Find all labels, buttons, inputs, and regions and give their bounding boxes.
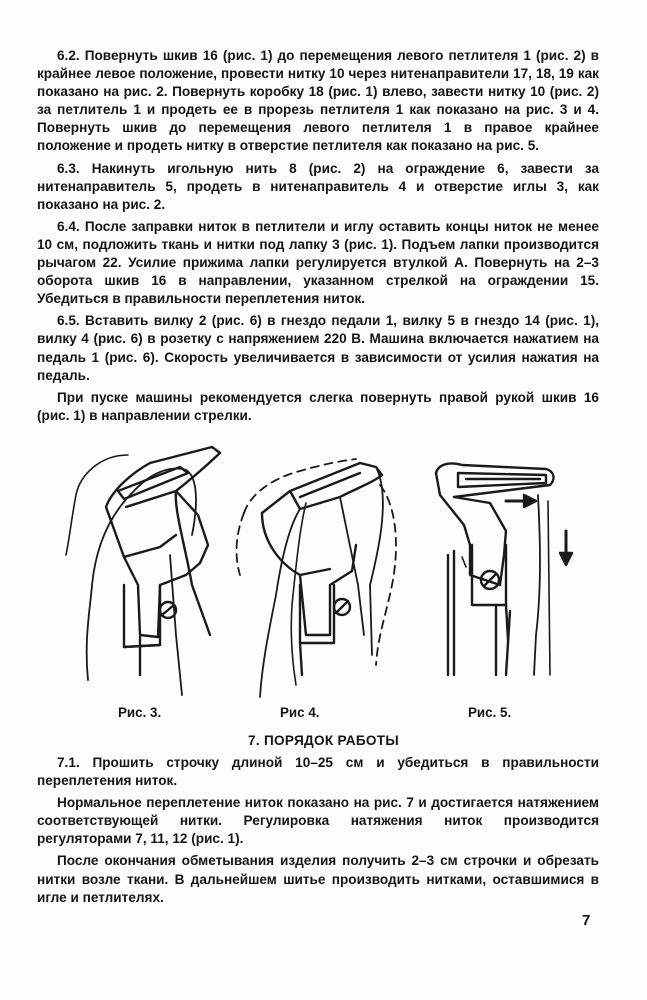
figure-4-caption: Рис 4. [280, 705, 320, 720]
figure-3-caption: Рис. 3. [118, 705, 162, 720]
figure-5-drawing [436, 463, 572, 675]
section-heading: 7. ПОРЯДОК РАБОТЫ [247, 733, 400, 748]
paragraph-startup-note: При пуске машины рекомендуется слегка повернуть правой рукой шкив 16 (рис. 1) в направлении стрелки. [37, 389, 599, 423]
looper-illustrations [0, 435, 647, 735]
figures-row [0, 435, 647, 735]
paragraph-thread-tension: Нормальное переплетение ниток показано на рис. 7 и достигается натяжением соответствующей нитки. Регулировка натяжения ниток производится регуляторами 7, 11, 12 (рис. 1). [37, 795, 599, 847]
paragraph-6-4: 6.4. После заправки ниток в петлители и иглу оставить концы ниток не менее 10 см, подложить ткань и нитки под лапку 3 (рис. 1). Подъем лапки производится рычагом 22. Усилие прижима лапки регулируется втулкой А. Повернуть на 2–3 оборота шкив 16 в направлении, указанном стрелкой на ограждении 15. Убедиться в правильности переплетения ниток. [37, 218, 599, 307]
figure-3-drawing [66, 447, 220, 695]
paragraph-finishing: После окончания обметывания изделия получить 2–3 см строчки и обрезать нитки возле ткани. В дальнейшем шитье производить нитками, оставшимися в игле и петлителях. [37, 853, 599, 905]
paragraph-6-2: 6.2. Повернуть шкив 16 (рис. 1) до перемещения левого петлителя 1 (рис. 2) в крайнее левое положение, провести нитку 10 через нитенаправители 17, 18, 19 как показано на рис. 2. Повернуть коробку 18 (рис. 1) влево, завести нитку 10 (рис. 2) за петлитель 1 и продеть ее в прорезь петлителя 1 как показано на рис. 3 и 4. Повернуть шкив до перемещения левого петлителя 1 в правое крайнее положение и продеть нитку в отверстие петлителя как показано на рис. 5. [37, 48, 599, 154]
paragraph-6-3: 6.3. Накинуть игольную нить 8 (рис. 2) на ограждение 6, завести за нитенаправитель 5, продеть в нитенаправитель 4 и отверстие иглы 3, как показано на рис. 2. [37, 160, 599, 212]
figure-5-caption: Рис. 5. [468, 705, 512, 720]
figure-4-drawing [237, 459, 396, 697]
instructions-block [37, 47, 599, 429]
paragraph-6-5: 6.5. Вставить вилку 2 (рис. 6) в гнездо педали 1, вилку 5 в гнездо 14 (рис. 1), вилку 4 (рис. 6) в розетку с напряжением 220 В. Машина включается нажатием на педаль 1 (рис. 6). Скорость увеличивается в зависимости от усилия нажатия на педаль. [37, 313, 599, 383]
work-procedure-block [37, 754, 599, 911]
paragraph-7-1: 7.1. Прошить строчку длиной 10–25 см и убедиться в правильности переплетения ниток. [37, 755, 599, 789]
page-number: 7 [582, 912, 591, 929]
